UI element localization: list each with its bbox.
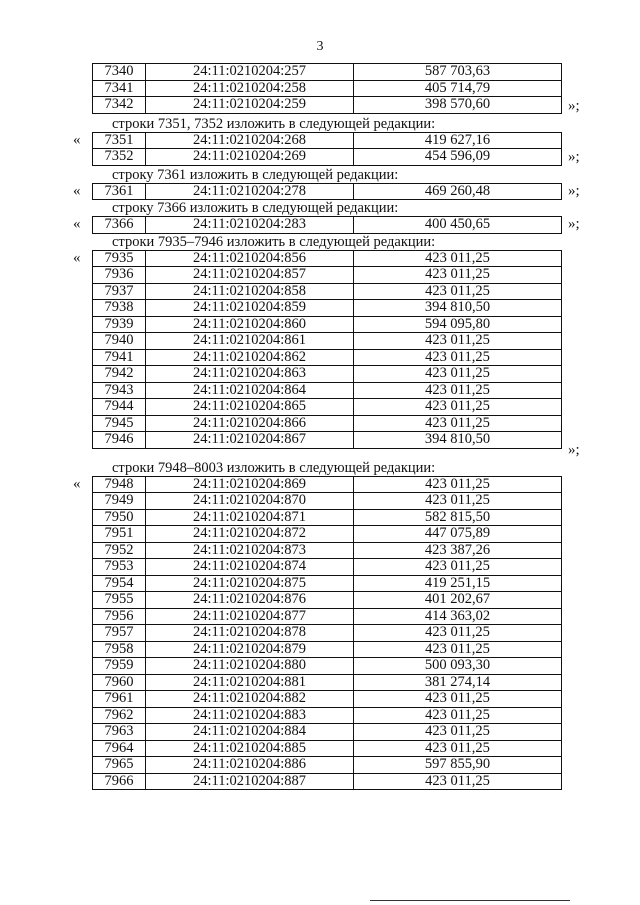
row-number-cell: 7366 bbox=[93, 217, 146, 234]
table-row bbox=[93, 691, 562, 708]
value-cell: 423 011,25 bbox=[354, 415, 562, 432]
value-cell: 423 011,25 bbox=[354, 559, 562, 576]
table-row bbox=[93, 773, 562, 790]
value-cell: 500 093,30 bbox=[354, 658, 562, 675]
section bbox=[0, 167, 640, 201]
table-row bbox=[93, 267, 562, 284]
cadastral-number-cell: 24:11:0210204:878 bbox=[146, 625, 354, 642]
value-cell: 423 011,25 bbox=[354, 267, 562, 284]
cadastral-number-cell: 24:11:0210204:870 bbox=[146, 493, 354, 510]
section-heading: строки 7351, 7352 изложить в следующей редакции: bbox=[112, 115, 436, 132]
row-number-cell: 7950 bbox=[93, 509, 146, 526]
cadastral-number-cell: 24:11:0210204:268 bbox=[146, 132, 354, 149]
row-number-cell: 7351 bbox=[93, 132, 146, 149]
value-cell: 400 450,65 bbox=[354, 217, 562, 234]
table-row bbox=[93, 707, 562, 724]
table-wrapper bbox=[0, 249, 640, 458]
table-wrapper bbox=[0, 63, 640, 114]
value-cell: 423 011,25 bbox=[354, 773, 562, 790]
closing-quote: »; bbox=[568, 149, 580, 165]
cadastral-number-cell: 24:11:0210204:884 bbox=[146, 724, 354, 741]
table-row bbox=[93, 641, 562, 658]
table-row bbox=[93, 658, 562, 675]
table-row bbox=[93, 250, 562, 267]
value-cell: 423 011,25 bbox=[354, 691, 562, 708]
row-number-cell: 7963 bbox=[93, 724, 146, 741]
table-row bbox=[93, 300, 562, 317]
table-row bbox=[93, 542, 562, 559]
table-wrapper bbox=[0, 476, 640, 791]
data-table bbox=[92, 132, 562, 166]
cadastral-number-cell: 24:11:0210204:885 bbox=[146, 740, 354, 757]
cadastral-number-cell: 24:11:0210204:887 bbox=[146, 773, 354, 790]
table-row bbox=[93, 64, 562, 81]
table-row bbox=[93, 132, 562, 149]
value-cell: 447 075,89 bbox=[354, 526, 562, 543]
section-heading: строки 7935–7946 изложить в следующей редакции: bbox=[112, 233, 436, 250]
row-number-cell: 7949 bbox=[93, 493, 146, 510]
row-number-cell: 7954 bbox=[93, 575, 146, 592]
cadastral-number-cell: 24:11:0210204:873 bbox=[146, 542, 354, 559]
value-cell: 423 011,25 bbox=[354, 333, 562, 350]
table-row bbox=[93, 149, 562, 166]
row-number-cell: 7340 bbox=[93, 64, 146, 81]
opening-quote: « bbox=[73, 182, 81, 199]
data-table bbox=[92, 476, 562, 791]
row-number-cell: 7953 bbox=[93, 559, 146, 576]
table-row bbox=[93, 724, 562, 741]
table-row bbox=[93, 183, 562, 200]
value-cell: 469 260,48 bbox=[354, 183, 562, 200]
value-cell: 582 815,50 bbox=[354, 509, 562, 526]
cadastral-number-cell: 24:11:0210204:881 bbox=[146, 674, 354, 691]
table-row bbox=[93, 575, 562, 592]
row-number-cell: 7938 bbox=[93, 300, 146, 317]
row-number-cell: 7946 bbox=[93, 432, 146, 449]
table-row bbox=[93, 349, 562, 366]
table-row bbox=[93, 399, 562, 416]
value-cell: 405 714,79 bbox=[354, 80, 562, 97]
value-cell: 401 202,67 bbox=[354, 592, 562, 609]
value-cell: 398 570,60 bbox=[354, 97, 562, 114]
row-number-cell: 7959 bbox=[93, 658, 146, 675]
table-wrapper bbox=[0, 216, 640, 234]
value-cell: 423 011,25 bbox=[354, 283, 562, 300]
value-cell: 597 855,90 bbox=[354, 757, 562, 774]
row-number-cell: 7966 bbox=[93, 773, 146, 790]
data-table bbox=[92, 63, 562, 114]
footer-rule bbox=[370, 900, 570, 901]
row-number-cell: 7944 bbox=[93, 399, 146, 416]
table-row bbox=[93, 608, 562, 625]
value-cell: 419 627,16 bbox=[354, 132, 562, 149]
value-cell: 423 011,25 bbox=[354, 641, 562, 658]
cadastral-number-cell: 24:11:0210204:860 bbox=[146, 316, 354, 333]
table-row bbox=[93, 382, 562, 399]
cadastral-number-cell: 24:11:0210204:278 bbox=[146, 183, 354, 200]
section bbox=[0, 200, 640, 234]
value-cell: 423 011,25 bbox=[354, 493, 562, 510]
section bbox=[0, 233, 640, 458]
cadastral-number-cell: 24:11:0210204:872 bbox=[146, 526, 354, 543]
value-cell: 394 810,50 bbox=[354, 300, 562, 317]
table-row bbox=[93, 509, 562, 526]
row-number-cell: 7948 bbox=[93, 476, 146, 493]
cadastral-number-cell: 24:11:0210204:879 bbox=[146, 641, 354, 658]
closing-quote: »; bbox=[568, 216, 580, 232]
row-number-cell: 7960 bbox=[93, 674, 146, 691]
cadastral-number-cell: 24:11:0210204:874 bbox=[146, 559, 354, 576]
section-heading: строку 7361 изложить в следующей редакции: bbox=[112, 166, 399, 183]
cadastral-number-cell: 24:11:0210204:864 bbox=[146, 382, 354, 399]
value-cell: 419 251,15 bbox=[354, 575, 562, 592]
data-table bbox=[92, 250, 562, 449]
table-row bbox=[93, 217, 562, 234]
row-number-cell: 7943 bbox=[93, 382, 146, 399]
closing-quote: »; bbox=[568, 442, 580, 458]
table-row bbox=[93, 526, 562, 543]
row-number-cell: 7342 bbox=[93, 97, 146, 114]
table-row bbox=[93, 592, 562, 609]
table-row bbox=[93, 333, 562, 350]
value-cell: 394 810,50 bbox=[354, 432, 562, 449]
table-row bbox=[93, 97, 562, 114]
row-number-cell: 7939 bbox=[93, 316, 146, 333]
value-cell: 423 011,25 bbox=[354, 625, 562, 642]
row-number-cell: 7952 bbox=[93, 542, 146, 559]
value-cell: 423 011,25 bbox=[354, 349, 562, 366]
table-row bbox=[93, 80, 562, 97]
row-number-cell: 7956 bbox=[93, 608, 146, 625]
cadastral-number-cell: 24:11:0210204:861 bbox=[146, 333, 354, 350]
row-number-cell: 7957 bbox=[93, 625, 146, 642]
cadastral-number-cell: 24:11:0210204:869 bbox=[146, 476, 354, 493]
row-number-cell: 7958 bbox=[93, 641, 146, 658]
cadastral-number-cell: 24:11:0210204:866 bbox=[146, 415, 354, 432]
cadastral-number-cell: 24:11:0210204:259 bbox=[146, 97, 354, 114]
opening-quote: « bbox=[73, 249, 81, 266]
row-number-cell: 7941 bbox=[93, 349, 146, 366]
cadastral-number-cell: 24:11:0210204:856 bbox=[146, 250, 354, 267]
row-number-cell: 7341 bbox=[93, 80, 146, 97]
row-number-cell: 7935 bbox=[93, 250, 146, 267]
row-number-cell: 7940 bbox=[93, 333, 146, 350]
row-number-cell: 7942 bbox=[93, 366, 146, 383]
value-cell: 587 703,63 bbox=[354, 64, 562, 81]
value-cell: 454 596,09 bbox=[354, 149, 562, 166]
row-number-cell: 7965 bbox=[93, 757, 146, 774]
value-cell: 423 387,26 bbox=[354, 542, 562, 559]
value-cell: 423 011,25 bbox=[354, 399, 562, 416]
cadastral-number-cell: 24:11:0210204:859 bbox=[146, 300, 354, 317]
row-number-cell: 7962 bbox=[93, 707, 146, 724]
cadastral-number-cell: 24:11:0210204:863 bbox=[146, 366, 354, 383]
opening-quote: « bbox=[73, 131, 81, 148]
table-row bbox=[93, 415, 562, 432]
value-cell: 414 363,02 bbox=[354, 608, 562, 625]
cadastral-number-cell: 24:11:0210204:857 bbox=[146, 267, 354, 284]
section-heading: строки 7948–8003 изложить в следующей редакции: bbox=[112, 459, 436, 476]
value-cell: 594 095,80 bbox=[354, 316, 562, 333]
cadastral-number-cell: 24:11:0210204:882 bbox=[146, 691, 354, 708]
row-number-cell: 7961 bbox=[93, 691, 146, 708]
row-number-cell: 7361 bbox=[93, 183, 146, 200]
table-row bbox=[93, 283, 562, 300]
section bbox=[0, 460, 640, 791]
closing-quote: »; bbox=[568, 182, 580, 199]
cadastral-number-cell: 24:11:0210204:875 bbox=[146, 575, 354, 592]
cadastral-number-cell: 24:11:0210204:865 bbox=[146, 399, 354, 416]
cadastral-number-cell: 24:11:0210204:877 bbox=[146, 608, 354, 625]
cadastral-number-cell: 24:11:0210204:886 bbox=[146, 757, 354, 774]
value-cell: 423 011,25 bbox=[354, 250, 562, 267]
opening-quote: « bbox=[73, 475, 81, 492]
section-heading: строку 7366 изложить в следующей редакции: bbox=[112, 200, 399, 216]
cadastral-number-cell: 24:11:0210204:257 bbox=[146, 64, 354, 81]
value-cell: 423 011,25 bbox=[354, 366, 562, 383]
data-table bbox=[92, 183, 562, 201]
table-row bbox=[93, 366, 562, 383]
page-number: 3 bbox=[316, 39, 324, 54]
cadastral-number-cell: 24:11:0210204:283 bbox=[146, 217, 354, 234]
cadastral-number-cell: 24:11:0210204:876 bbox=[146, 592, 354, 609]
cadastral-number-cell: 24:11:0210204:269 bbox=[146, 149, 354, 166]
value-cell: 423 011,25 bbox=[354, 382, 562, 399]
table-wrapper bbox=[0, 132, 640, 166]
table-row bbox=[93, 493, 562, 510]
cadastral-number-cell: 24:11:0210204:258 bbox=[146, 80, 354, 97]
row-number-cell: 7951 bbox=[93, 526, 146, 543]
row-number-cell: 7964 bbox=[93, 740, 146, 757]
cadastral-number-cell: 24:11:0210204:858 bbox=[146, 283, 354, 300]
table-row bbox=[93, 674, 562, 691]
cadastral-number-cell: 24:11:0210204:883 bbox=[146, 707, 354, 724]
closing-quote: »; bbox=[568, 98, 580, 114]
value-cell: 423 011,25 bbox=[354, 724, 562, 741]
row-number-cell: 7937 bbox=[93, 283, 146, 300]
value-cell: 423 011,25 bbox=[354, 740, 562, 757]
table-row bbox=[93, 740, 562, 757]
cadastral-number-cell: 24:11:0210204:871 bbox=[146, 509, 354, 526]
table-row bbox=[93, 757, 562, 774]
table-wrapper bbox=[0, 183, 640, 201]
cadastral-number-cell: 24:11:0210204:867 bbox=[146, 432, 354, 449]
row-number-cell: 7936 bbox=[93, 267, 146, 284]
cadastral-number-cell: 24:11:0210204:862 bbox=[146, 349, 354, 366]
table-row bbox=[93, 432, 562, 449]
row-number-cell: 7945 bbox=[93, 415, 146, 432]
table-row bbox=[93, 559, 562, 576]
cadastral-number-cell: 24:11:0210204:880 bbox=[146, 658, 354, 675]
row-number-cell: 7352 bbox=[93, 149, 146, 166]
value-cell: 381 274,14 bbox=[354, 674, 562, 691]
value-cell: 423 011,25 bbox=[354, 476, 562, 493]
opening-quote: « bbox=[73, 216, 81, 232]
table-row bbox=[93, 476, 562, 493]
table-row bbox=[93, 625, 562, 642]
section bbox=[0, 63, 640, 114]
row-number-cell: 7955 bbox=[93, 592, 146, 609]
value-cell: 423 011,25 bbox=[354, 707, 562, 724]
table-row bbox=[93, 316, 562, 333]
section bbox=[0, 116, 640, 166]
data-table bbox=[92, 216, 562, 234]
